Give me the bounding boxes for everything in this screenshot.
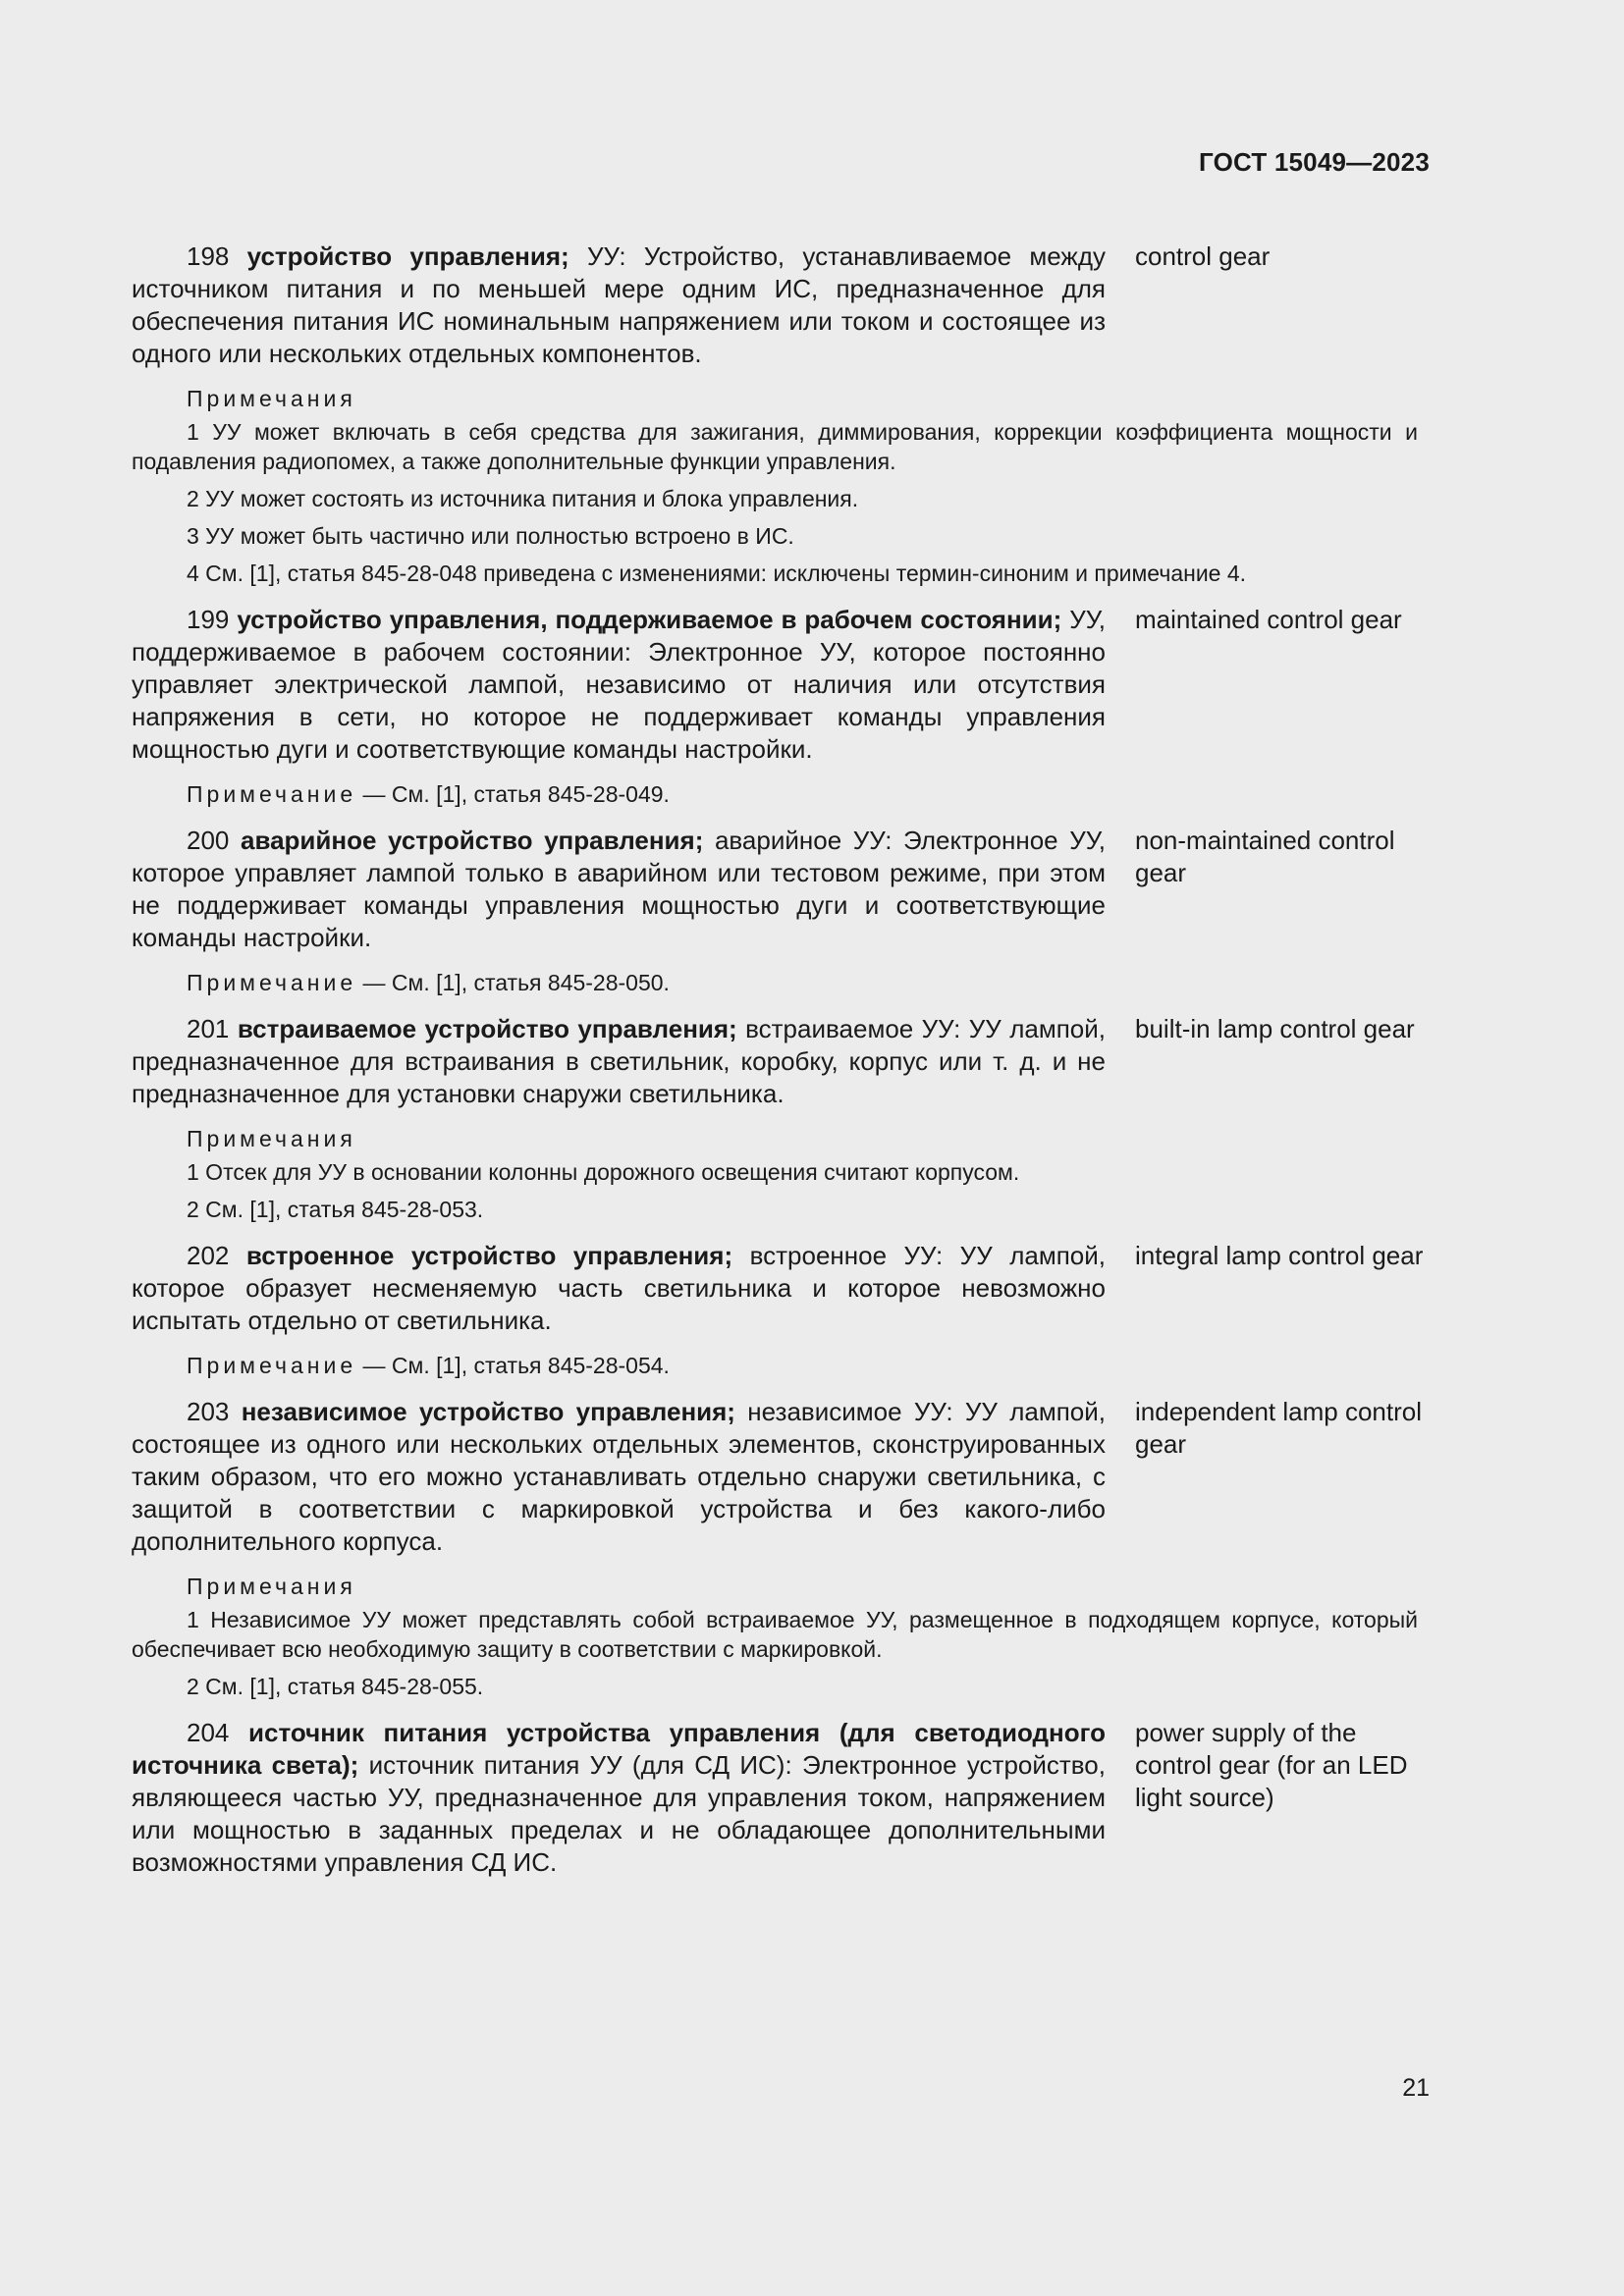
term-definition bbox=[132, 1013, 1106, 1110]
term-definition bbox=[132, 1396, 1106, 1558]
term-entry bbox=[132, 1013, 1430, 1110]
term-entry bbox=[132, 1396, 1430, 1558]
english-equivalent: non-maintained control gear bbox=[1135, 826, 1395, 887]
english-equivalent: control gear bbox=[1135, 241, 1271, 271]
definition-text: аварийное УУ: Электронное УУ, которое управляет лампой только в аварийном или тестовом режиме, при этом не поддерживает команды управления мощностью дуги и соответствующие команды настройки. bbox=[132, 826, 1106, 952]
term-definition bbox=[132, 604, 1106, 766]
term-entry bbox=[132, 1717, 1430, 1879]
standard-code: ГОСТ 15049—2023 bbox=[1199, 147, 1430, 177]
term-entry bbox=[132, 604, 1430, 766]
notes-block bbox=[132, 1351, 1430, 1380]
notes-block bbox=[132, 384, 1430, 588]
note-item: 2 См. [1], статья 845-28-053. bbox=[187, 1197, 484, 1222]
definition-text: УУ, поддерживаемое в рабочем состоянии: Электронное УУ, которое постоянно управляет электрической лампой, независимо от наличия или отсутствия напряжения в сети, но которое не поддерживает команды управления мощностью дуги и соответствующие команды настройки. bbox=[132, 605, 1106, 764]
notes-block bbox=[132, 1124, 1430, 1224]
definition-text: встроенное УУ: УУ лампой, которое образует несменяемую часть светильника и которое невозможно испытать отдельно от светильника. bbox=[132, 1241, 1106, 1335]
note-item: 1 УУ может включать в себя средства для зажигания, диммирования, коррекции коэффициента мощности и подавления радиопомех, а также дополнительные функции управления. bbox=[132, 419, 1418, 474]
definition-text: УУ: Устройство, устанавливаемое между источником питания и по меньшей мере одним ИС, предназначенное для обеспечения питания ИС номинальным напряжением или током и состоящее из одного или нескольких отдельных компонентов. bbox=[132, 241, 1106, 368]
term-number: 198 bbox=[187, 241, 230, 271]
note-label: Примечание bbox=[187, 1353, 357, 1378]
term-entry bbox=[132, 240, 1430, 370]
term-entry bbox=[132, 1240, 1430, 1337]
term-number: 204 bbox=[187, 1718, 230, 1747]
note-item: 2 См. [1], статья 845-28-055. bbox=[187, 1674, 484, 1699]
term-number: 201 bbox=[187, 1014, 230, 1043]
term-number: 203 bbox=[187, 1397, 230, 1426]
note-single bbox=[187, 968, 1430, 997]
term-title: устройство управления; bbox=[246, 241, 569, 271]
term-title: устройство управления, поддерживаемое в рабочем состоянии; bbox=[237, 605, 1062, 634]
note-item: 1 Независимое УУ может представлять собой встраиваемое УУ, размещенное в подходящем корпусе, который обеспечивает всю необходимую защиту в соответствии с маркировкой. bbox=[132, 1607, 1418, 1662]
notes-block bbox=[132, 968, 1430, 997]
notes-block bbox=[132, 1572, 1430, 1701]
note-item: 2 УУ может состоять из источника питания и блока управления. bbox=[187, 486, 859, 511]
english-equivalent: independent lamp control gear bbox=[1135, 1397, 1422, 1459]
definition-text: независимое УУ: УУ лампой, состоящее из одного или нескольких отдельных элементов, сконструированных таким образом, что его можно устанавливать отдельно снаружи светильника, с защитой в соответствии с маркировкой устройства и без какого-либо дополнительного корпуса. bbox=[132, 1397, 1107, 1556]
term-entry bbox=[132, 825, 1430, 954]
terms-list bbox=[132, 240, 1430, 1893]
note-single bbox=[187, 1351, 1430, 1380]
note-text: — См. [1], статья 845-28-054. bbox=[356, 1353, 670, 1378]
term-title: независимое устройство управления; bbox=[241, 1397, 735, 1426]
note-text: — См. [1], статья 845-28-050. bbox=[356, 970, 670, 995]
note-label: Примечание bbox=[187, 970, 357, 995]
term-title: встраиваемое устройство управления; bbox=[237, 1014, 737, 1043]
term-title: встроенное устройство управления; bbox=[245, 1241, 733, 1270]
note-label: Примечание bbox=[187, 781, 357, 807]
notes-heading: Примечания bbox=[187, 386, 356, 411]
term-number: 199 bbox=[187, 605, 230, 634]
term-number: 202 bbox=[187, 1241, 230, 1270]
english-equivalent: built-in lamp control gear bbox=[1135, 1014, 1415, 1043]
term-title: источник питания устройства управления (для светодиодного источника света); bbox=[132, 1718, 1106, 1780]
note-item: 4 См. [1], статья 845-28-048 приведена с изменениями: исключены термин-синоним и примечание 4. bbox=[187, 561, 1247, 586]
english-equivalent: power supply of the control gear (for an LED light source) bbox=[1135, 1718, 1408, 1812]
english-equivalent: maintained control gear bbox=[1135, 605, 1402, 634]
notes-heading: Примечания bbox=[187, 1126, 356, 1151]
note-single bbox=[187, 779, 1430, 809]
definition-text: источник питания УУ (для СД ИС): Электронное устройство, являющееся частью УУ, предназначенное для управления током, напряжением или мощностью в заданных пределах и не обладающее дополнительными возможностями управления СД ИС. bbox=[132, 1750, 1106, 1877]
term-definition bbox=[132, 240, 1106, 370]
notes-heading: Примечания bbox=[187, 1574, 356, 1599]
term-number: 200 bbox=[187, 826, 230, 855]
english-equivalent: integral lamp control gear bbox=[1135, 1241, 1424, 1270]
note-text: — См. [1], статья 845-28-049. bbox=[356, 781, 670, 807]
note-item: 3 УУ может быть частично или полностью встроено в ИС. bbox=[187, 523, 794, 549]
term-definition bbox=[132, 825, 1106, 954]
term-definition bbox=[132, 1240, 1106, 1337]
notes-block bbox=[132, 779, 1430, 809]
term-definition bbox=[132, 1717, 1106, 1879]
term-title: аварийное устройство управления; bbox=[240, 826, 704, 855]
definition-text: встраиваемое УУ: УУ лампой, предназначенное для встраивания в светильник, коробку, корпус или т. д. и не предназначенное для установки снаружи светильника. bbox=[132, 1014, 1106, 1108]
note-item: 1 Отсек для УУ в основании колонны дорожного освещения считают корпусом. bbox=[187, 1159, 1020, 1185]
page-number: 21 bbox=[1402, 2074, 1430, 2102]
